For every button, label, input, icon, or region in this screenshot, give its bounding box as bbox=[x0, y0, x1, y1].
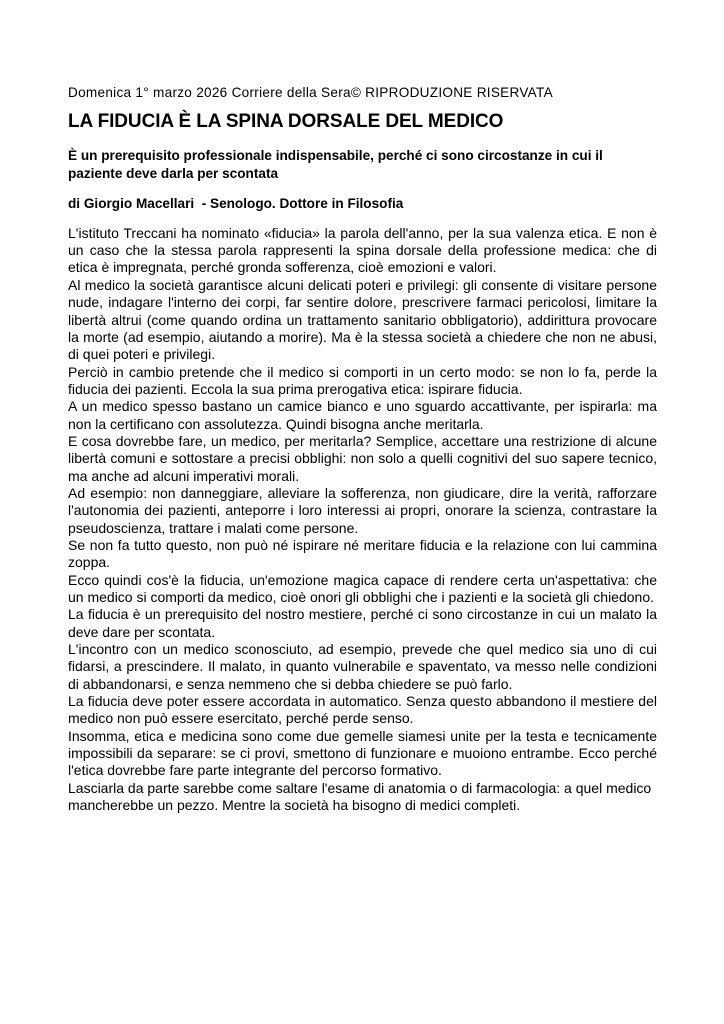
article-paragraph: Lasciarla da parte sarebbe come saltare l'esame di anatomia o di farmacologia: a quel medico mancherebbe un pezzo. Mentre la società ha bisogno di medici completi. bbox=[68, 779, 652, 814]
article-headline: LA FIDUCIA È LA SPINA DORSALE DEL MEDICO bbox=[68, 111, 504, 132]
article-standfirst: È un prerequisito professionale indispensabile, perché ci sono circostanze in cui il paziente deve darla per scontata bbox=[68, 148, 603, 181]
article-paragraph: Perciò in cambio pretende che il medico si comporti in un certo modo: se non lo fa, perde la fiducia dei pazienti. Eccola la sua prima prerogativa etica: ispirare fiducia. bbox=[68, 363, 657, 397]
article-paragraph: L'incontro con un medico sconosciuto, ad esempio, prevede che quel medico sia uno di cui fidarsi, a prescindere. Il malato, in quanto vulnerabile e spaventato, va messo nelle condizioni di abbandonarsi, e senza nemmeno che si debba chiedere se può farlo. bbox=[68, 641, 657, 692]
article-kicker: Domenica 1° marzo 2026 Corriere della Sera© RIPRODUZIONE RISERVATA bbox=[68, 85, 553, 100]
article-paragraph: La fiducia è un prerequisito del nostro mestiere, perché ci sono circostanze in cui un malato la deve dare per scontata. bbox=[68, 606, 657, 640]
article-paragraph: Ad esempio: non danneggiare, alleviare la sofferenza, non giudicare, dire la verità, rafforzare l'autonomia dei pazienti, anteporre i loro interessi ai propri, onorare la scienza, contrastare la pseudoscienza, trattare i malati come persone. bbox=[68, 484, 657, 536]
article-paragraph: La fiducia deve poter essere accordata in automatico. Senza questo abbandono il mestiere del medico non può essere esercitato, perché perde senso. bbox=[68, 693, 657, 727]
article-paragraph: E cosa dovrebbe fare, un medico, per meritarla? Semplice, accettare una restrizione di alcune libertà comuni e sottostare a precisi obblighi: non solo a quelli cognitivi del suo sapere tecnico, ma anche ad alcuni imperativi morali. bbox=[68, 432, 657, 484]
article-body bbox=[68, 225, 657, 815]
article-byline: di Giorgio Macellari - Senologo. Dottore in Filosofia bbox=[68, 196, 404, 212]
article-paragraph: Al medico la società garantisce alcuni delicati poteri e privilegi: gli consente di visitare persone nude, indagare l'interno dei corpi, far sentire dolore, prescrivere farmaci pericolosi, limitare la libertà altrui (come quando ordina un trattamento sanitario obbligatorio), addirittura provocare la morte (ad esempio, aiutando a morire). Ma è la stessa società a chiedere che non ne abusi, di quei poteri e privilegi. bbox=[68, 276, 657, 363]
article-paragraph: Se non fa tutto questo, non può né ispirare né meritare fiducia e la relazione con lui cammina zoppa. bbox=[68, 536, 657, 571]
article-paragraph: Insomma, etica e medicina sono come due gemelle siamesi unite per la testa e tecnicamente impossibili da separare: se ci provi, smettono di funzionare e muoiono entrambe. Ecco perché l'etica dovrebbe fare parte integrante del percorso formativo. bbox=[68, 727, 657, 779]
article-paragraph: L'istituto Treccani ha nominato «fiducia» la parola dell'anno, per la sua valenza etica. E non è un caso che la stessa parola rappresenti la spina dorsale della professione medica: che di etica è impregnata, perché gronda sofferenza, cioè emozioni e valori. bbox=[68, 224, 657, 276]
article-paragraph: A un medico spesso bastano un camice bianco e uno sguardo accattivante, per ispirarla: ma non la certificano con assolutezza. Quindi bisogna anche meritarla. bbox=[68, 398, 657, 432]
article-content bbox=[68, 84, 657, 814]
article-paragraph: Ecco quindi cos'è la fiducia, un'emozione magica capace di rendere certa un'aspettativa: che un medico si comporti da medico, cioè onori gli obblighi che i pazienti e la società gli chiedono. bbox=[68, 571, 657, 605]
